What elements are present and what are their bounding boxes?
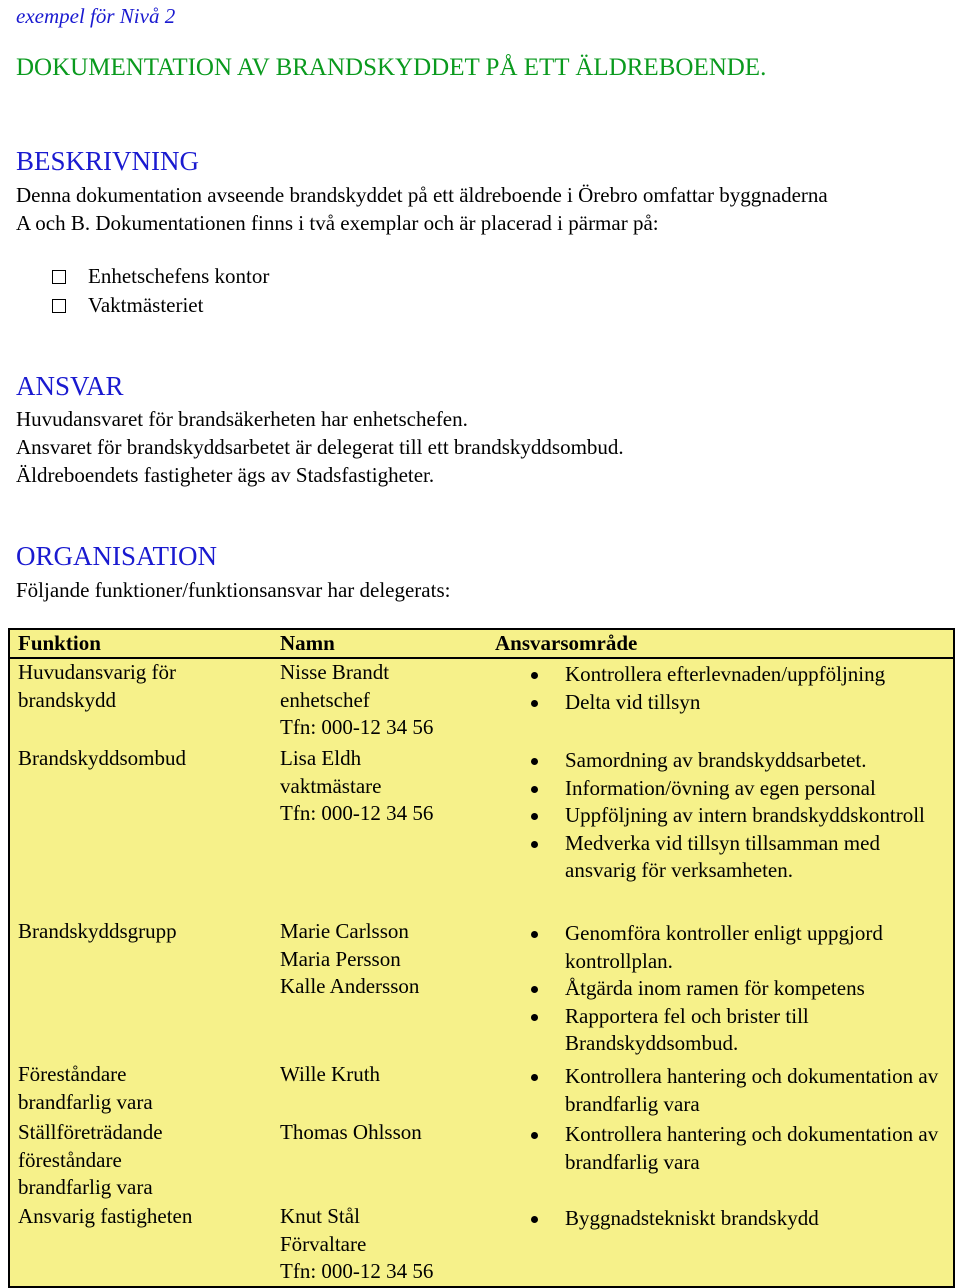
beskrivning-line: A och B. Dokumentationen finns i två exemplar och är placerad i pärmar på: xyxy=(16,211,659,235)
beskrivning-heading: BESKRIVNING xyxy=(16,146,200,176)
column-header-ansvarsomrade: Ansvarsområde xyxy=(495,629,954,658)
table-row xyxy=(9,1203,954,1287)
beskrivning-text xyxy=(16,181,828,237)
namn-line: Tfn: 000-12 34 56 xyxy=(280,1259,434,1283)
checkbox-square-icon xyxy=(52,299,66,313)
namn-cell xyxy=(280,918,495,1061)
namn-line: Maria Persson xyxy=(280,946,401,971)
namn-line: enhetschef xyxy=(280,687,370,712)
namn-line: Tfn: 000-12 34 56 xyxy=(280,801,434,825)
namn-cell xyxy=(280,1203,495,1287)
responsibility-item: Åtgärda inom ramen för kompetens xyxy=(495,975,953,1003)
responsibility-item: Byggnadstekniskt brandskydd xyxy=(495,1205,953,1233)
funktion-cell xyxy=(9,745,280,918)
responsibility-item: Information/övning av egen personal xyxy=(495,775,953,803)
funktion-cell xyxy=(9,1203,280,1287)
ansvarsomrade-cell xyxy=(495,658,954,745)
funktion-line: brandfarlig vara xyxy=(18,1175,153,1199)
ansvar-line: Huvudansvaret för brandsäkerheten har enhetschefen. xyxy=(16,407,468,431)
checklist-item xyxy=(52,291,269,320)
namn-line: Förvaltare xyxy=(280,1231,367,1256)
example-label: exempel för Nivå 2 xyxy=(16,4,176,28)
namn-line: Kalle Andersson xyxy=(280,974,420,998)
funktion-line: brandfarlig vara xyxy=(18,1089,153,1114)
namn-line: Thomas Ohlsson xyxy=(280,1120,422,1144)
namn-line: vaktmästare xyxy=(280,773,382,798)
funktion-line: Ansvarig fastigheten xyxy=(18,1204,193,1228)
checklist-item-label: Enhetschefens kontor xyxy=(88,264,270,288)
responsibility-item: Samordning av brandskyddsarbetet. xyxy=(495,747,953,775)
table-row xyxy=(9,1119,954,1203)
responsibility-item: Kontrollera efterlevnaden/uppföljning xyxy=(495,661,953,689)
document-title: DOKUMENTATION AV BRANDSKYDDET PÅ ETT ÄLDREBOENDE. xyxy=(16,54,767,81)
namn-line: Knut Stål xyxy=(280,1204,360,1228)
table-header-row xyxy=(9,629,954,658)
responsibility-item: Kontrollera hantering och dokumentation av brandfarlig vara xyxy=(495,1063,953,1118)
namn-cell xyxy=(280,658,495,745)
namn-cell xyxy=(280,745,495,918)
ansvarsomrade-cell xyxy=(495,918,954,1061)
responsibility-item: Delta vid tillsyn xyxy=(495,689,953,717)
funktion-cell xyxy=(9,1119,280,1203)
column-header-funktion: Funktion xyxy=(9,629,280,658)
ansvar-line: Äldreboendets fastigheter ägs av Stadsfastigheter. xyxy=(16,463,435,487)
organisation-intro: Följande funktioner/funktionsansvar har delegerats: xyxy=(16,578,451,602)
location-checklist xyxy=(52,262,269,320)
namn-line: Marie Carlsson xyxy=(280,919,409,943)
namn-line: Lisa Eldh xyxy=(280,746,362,770)
responsibility-item: Kontrollera hantering och dokumentation av brandfarlig vara xyxy=(495,1121,953,1176)
namn-cell xyxy=(280,1119,495,1203)
checklist-item-label: Vaktmästeriet xyxy=(88,293,204,317)
funktion-line: Huvudansvarig för xyxy=(18,660,177,684)
table-row xyxy=(9,745,954,918)
namn-cell xyxy=(280,1061,495,1119)
ansvar-line: Ansvaret för brandskyddsarbetet är delegerat till ett brandskyddsombud. xyxy=(16,435,624,459)
responsibility-item: Genomföra kontroller enligt uppgjord kontrollplan. xyxy=(495,920,953,975)
responsibility-item: Rapportera fel och brister till Brandskyddsombud. xyxy=(495,1003,953,1058)
checklist-item xyxy=(52,262,269,291)
ansvarsomrade-cell xyxy=(495,1061,954,1119)
funktion-cell xyxy=(9,1061,280,1119)
ansvar-heading: ANSVAR xyxy=(16,371,124,401)
organisation-table xyxy=(8,628,955,1288)
funktion-cell xyxy=(9,918,280,1061)
funktion-line: föreståndare xyxy=(18,1147,122,1172)
namn-line: Wille Kruth xyxy=(280,1062,381,1086)
funktion-line: Ställföreträdande xyxy=(18,1120,163,1144)
table-row xyxy=(9,918,954,1061)
checkbox-square-icon xyxy=(52,270,66,284)
ansvarsomrade-cell xyxy=(495,745,954,918)
responsibility-item: Uppföljning av intern brandskyddskontroll xyxy=(495,802,953,830)
funktion-line: Brandskyddsombud xyxy=(18,746,186,770)
ansvarsomrade-cell xyxy=(495,1119,954,1203)
table-row xyxy=(9,658,954,745)
funktion-line: Föreståndare xyxy=(18,1062,127,1086)
table-row xyxy=(9,1061,954,1119)
responsibility-item: Medverka vid tillsyn tillsamman med ansvarig för verksamheten. xyxy=(495,830,953,885)
funktion-line: Brandskyddsgrupp xyxy=(18,919,177,943)
namn-line: Nisse Brandt xyxy=(280,660,390,684)
funktion-cell xyxy=(9,658,280,745)
funktion-line: brandskydd xyxy=(18,687,116,712)
ansvarsomrade-cell xyxy=(495,1203,954,1287)
namn-line: Tfn: 000-12 34 56 xyxy=(280,715,434,739)
beskrivning-line: Denna dokumentation avseende brandskyddet på ett äldreboende i Örebro omfattar byggnaderna xyxy=(16,183,828,207)
organisation-heading: ORGANISATION xyxy=(16,541,217,571)
column-header-namn: Namn xyxy=(280,629,495,658)
ansvar-text xyxy=(16,405,624,489)
